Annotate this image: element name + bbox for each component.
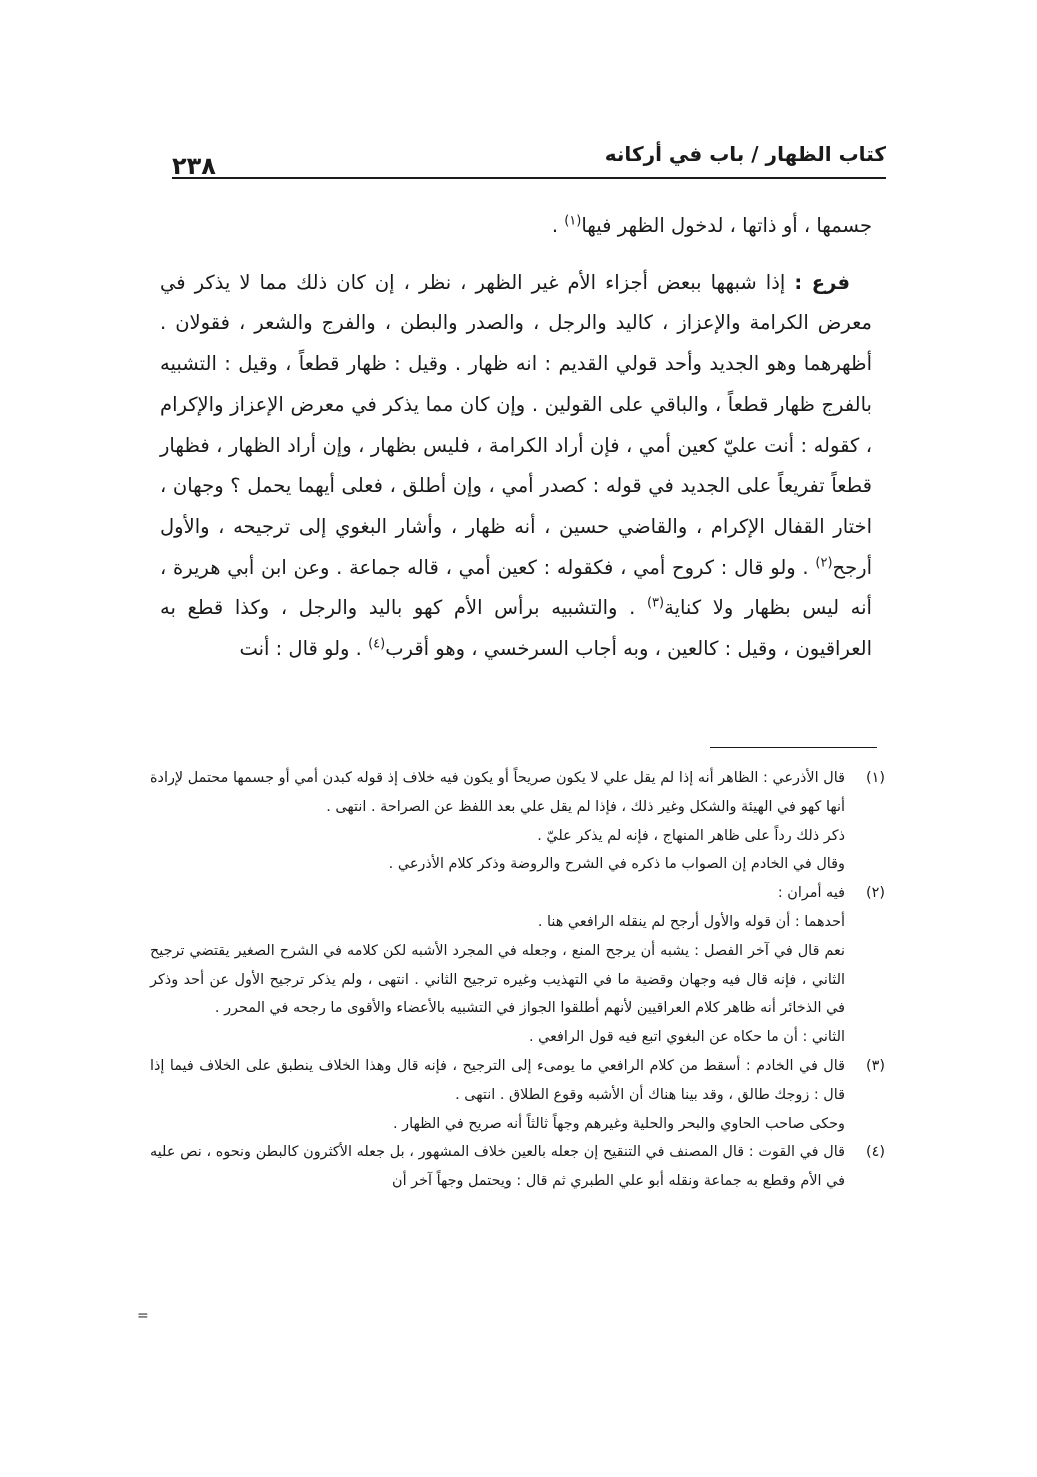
- footnote-2: [150, 879, 885, 1052]
- footnote-line: وحكى صاحب الحاوي والبحر والحلية وغيرهم وجهاً ثالثاً أنه صريح في الظهار .: [393, 1115, 845, 1132]
- footnote-1: [150, 764, 885, 879]
- footnote-number: (٢): [866, 885, 885, 902]
- footnote-line: وقال في الخادم إن الصواب ما ذكره في الشرح والروضة وذكر كلام الأذرعي .: [388, 856, 845, 873]
- footnote-line: قال في الخادم : أسقط من كلام الرافعي ما يومىء إلى الترجيح ، فإنه قال وهذا الخلاف ينطبق على الخلاف فيما إذا قال : زوجك طالق ، وقد بينا هناك أن الأشبه وقوع الطلاق . انتهى .: [150, 1057, 845, 1103]
- footnote-ref-2: (٢): [815, 555, 833, 571]
- branch-term: فرع :: [794, 270, 850, 294]
- footnote-ref-3: (٣): [646, 595, 665, 611]
- page-number: ٢٣٨: [172, 152, 216, 180]
- footnote-separator: [710, 747, 877, 748]
- footnote-line: ذكر ذلك رداً على ظاهر المنهاج ، فإنه لم يذكر عليّ .: [537, 827, 845, 844]
- footnote-line: قال الأذرعي : الظاهر أنه إذا لم يقل علي لا يكون صريحاً أو يكون فيه خلاف إذ قوله كبدن أمي أو جسمها محتمل لإرادة أنها كهو في الهيئة والشكل وغير ذلك ، فإذا لم يقل علي بعد اللفظ عن الصراحة . انتهى .: [150, 770, 845, 815]
- opening-paragraph: [160, 206, 872, 247]
- branch-text-4: . ولو قال : أنت: [239, 637, 369, 661]
- footnote-number: (٤): [866, 1144, 885, 1161]
- branch-text-2: . ولو قال : كروح أمي ، فكقوله : كعين أمي ، قاله جماعة . وعن ابن أبي هريرة ، أنه ليس بظهار ولا كناية: [160, 555, 872, 620]
- footnote-line: قال في القوت : قال المصنف في التنقيح إن جعله بالعين خلاف المشهور ، بل جعله الأكثرون كالبطن ونحوه ، نص عليه في الأم وقطع به جماعة ونقله أبو علي الطبري ثم قال : ويحتمل وجهاً آخر أن: [150, 1144, 845, 1190]
- footnote-line: نعم قال في آخر الفصل : يشبه أن يرجح المنع ، وجعله في المجرد الأشبه لكن كلامه في الشرح الصغير يقتضي ترجيح الثاني ، فإنه قال فيه وجهان وقضية ما في التهذيب وغيره ترجيح الثاني . انتهى ، ولم يذكر ترجيح الأول عن أحد وذكر في الذخائر أنه ظاهر كلام العراقيين لأنهم أطلقوا الجواز في التشبيه بالأعضاء والأقوى ما رجحه في المحرر .: [150, 942, 845, 1017]
- running-title: كتاب الظهار / باب في أركانه: [604, 142, 886, 166]
- opening-text: جسمها ، أو ذاتها ، لدخول الظهر فيها: [581, 214, 872, 237]
- footnote-number: (١): [866, 770, 885, 786]
- branch-paragraph: [160, 263, 872, 670]
- header-rule: [172, 177, 886, 179]
- branch-text-1: إذا شبهها ببعض أجزاء الأم غير الظهر ، نظر ، إن كان ذلك مما لا يذكر في معرض الكرامة والإعزاز ، كاليد والرجل ، والصدر والبطن ، والفرج والشعر ، فقولان . أظهرهما وهو الجديد وأحد قولي القديم : انه ظهار . وقيل : ظهار قطعاً ، وقيل : التشبيه بالفرج ظهار قطعاً ، والباقي على القولين . وإن كان مما يذكر في معرض الإعزاز والإكرام ، كقوله : أنت عليّ كعين أمي ، فإن أراد الكرامة ، فليس بظهار ، وإن أراد الظهار ، فظهار قطعاً تفريعاً على الجديد في قوله : كصدر أمي ، وإن أطلق ، فعلى أيهما يحمل ؟ وجهان ، اختار القفال الإكرام ، والقاضي حسين ، أنه ظهار ، وأشار البغوي إلى ترجيحه ، والأول أرجح: [160, 270, 872, 579]
- continuation-mark: =: [137, 1308, 149, 1324]
- footnote-number: (٣): [866, 1057, 885, 1074]
- footnote-4: [150, 1138, 885, 1196]
- footnote-3: [150, 1052, 885, 1138]
- page-header: [172, 142, 886, 182]
- footnotes: [150, 764, 885, 1196]
- opening-end: .: [551, 214, 565, 237]
- main-text: [160, 206, 872, 670]
- footnote-line: أحدهما : أن قوله والأول أرجح لم ينقله الرافعي هنا .: [537, 913, 845, 930]
- branch-text-3: . والتشبيه برأس الأم كهو باليد والرجل ، وكذا قطع به العراقيون ، وقيل : كالعين ، وبه أجاب السرخسي ، وهو أقرب: [160, 596, 872, 661]
- footnote-line: فيه أمران :: [777, 885, 845, 902]
- footnote-ref-4: (٤): [368, 636, 386, 652]
- footnote-line: الثاني : أن ما حكاه عن البغوي اتبع فيه قول الرافعي .: [528, 1029, 845, 1046]
- footnote-ref-1: (١): [564, 213, 582, 229]
